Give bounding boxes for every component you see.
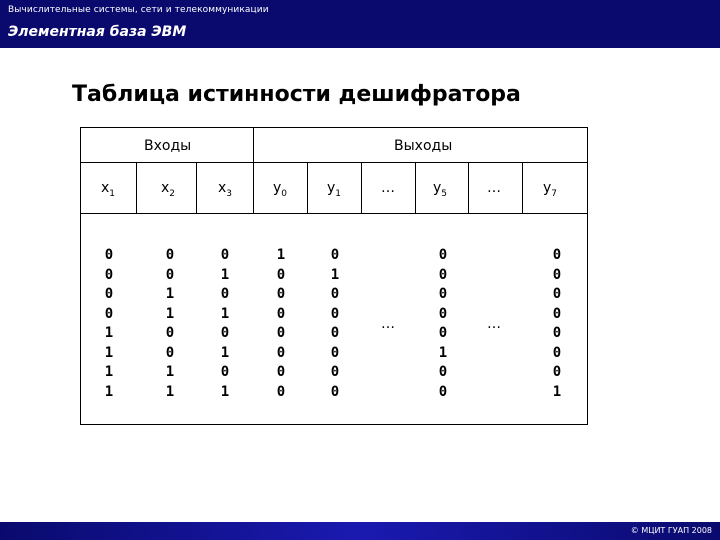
- col-sep-4: [307, 162, 308, 213]
- column-y0-values: 1 0 0 0 0 0 0 0: [276, 247, 286, 400]
- col-sep-1: [136, 162, 137, 213]
- col-sep-2: [196, 162, 197, 213]
- var-y5: $y_5$: [433, 180, 448, 199]
- col-sep-8: [522, 162, 523, 213]
- column-y5-values: 0 0 0 0 0 1 0 0: [438, 247, 448, 400]
- var-x2: $x_2$: [161, 180, 176, 199]
- var-x1: $x_1$: [101, 180, 116, 199]
- copyright-text: © МЦИТ ГУАП 2008: [630, 526, 712, 535]
- var-y0: $y_0$: [273, 180, 288, 199]
- var-ellipsis-1: …: [381, 180, 395, 196]
- header-bar: [0, 0, 720, 48]
- var-y1: $y_1$: [327, 180, 342, 199]
- var-y7: $y_7$: [543, 180, 558, 199]
- section-title: Элементная база ЭВМ: [8, 24, 187, 40]
- column-x1-values: 0 0 0 0 1 1 1 1: [104, 247, 114, 400]
- column-y7-values: 0 0 0 0 0 0 0 1: [552, 247, 562, 400]
- ellipsis-values-1: …: [381, 316, 395, 332]
- page-title: Таблица истинности дешифратора: [72, 82, 521, 107]
- header-divider: [81, 162, 587, 163]
- truth-table: [80, 127, 588, 425]
- col-sep-7: [468, 162, 469, 213]
- var-ellipsis-2: …: [487, 180, 501, 196]
- outputs-header: Выходы: [394, 138, 453, 154]
- var-x3: $x_3$: [218, 180, 233, 199]
- column-y1-values: 0 1 0 0 0 0 0 0: [330, 247, 340, 400]
- footer-bar: [0, 522, 720, 540]
- course-title: Вычислительные системы, сети и телекоммуникации: [8, 5, 269, 15]
- inputs-header: Входы: [144, 138, 192, 154]
- column-x3-values: 0 1 0 1 0 1 0 1: [220, 247, 230, 400]
- col-sep-3: [253, 162, 254, 213]
- column-x2-values: 0 0 1 1 0 0 1 1: [165, 247, 175, 400]
- group-divider-top: [253, 128, 254, 162]
- varname-divider: [81, 213, 587, 214]
- col-sep-6: [415, 162, 416, 213]
- ellipsis-values-2: …: [487, 316, 501, 332]
- col-sep-5: [361, 162, 362, 213]
